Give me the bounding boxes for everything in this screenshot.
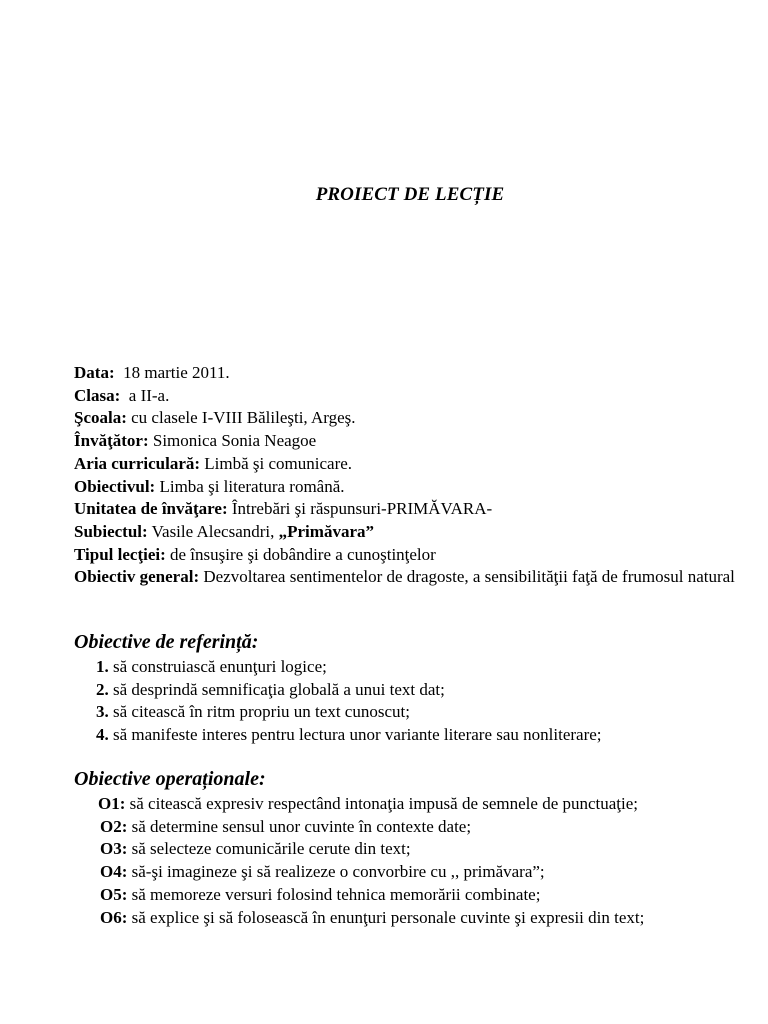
- item-number: 3.: [96, 702, 109, 722]
- info-label: Data:: [74, 363, 115, 382]
- info-label: Obiectivul:: [74, 476, 156, 496]
- item-code: O4:: [100, 862, 128, 882]
- item-code: O1:: [98, 794, 126, 813]
- info-bold-value: „Primăvara”: [278, 521, 374, 541]
- item-text: să explice şi să folosească în enunţuri personale cuvinte şi expresii din text;: [127, 907, 645, 927]
- list-item: [74, 816, 734, 839]
- info-label: Învăţător:: [74, 431, 149, 451]
- info-row-data: [74, 362, 764, 385]
- item-text: să citească în ritm propriu un text cunoscut;: [108, 702, 410, 722]
- info-value: Simonica Sonia Neagoe: [148, 431, 317, 451]
- item-text: să memoreze versuri folosind tehnica memorării combinate;: [127, 884, 541, 904]
- item-code: O3:: [100, 839, 128, 859]
- list-item: [96, 724, 756, 747]
- item-text: să desprindă semnificaţia globală a unui text dat;: [108, 679, 445, 699]
- item-text: să determine sensul unor cuvinte în contexte date;: [127, 816, 472, 836]
- info-label: Aria curriculară:: [74, 453, 201, 473]
- info-value: Limba şi literatura română.: [155, 476, 345, 496]
- info-row-tipul: [74, 544, 764, 567]
- info-value: 18 martie 2011.: [114, 363, 230, 382]
- info-row-aria: [74, 453, 764, 476]
- info-label: Tipul lecţiei:: [74, 544, 166, 564]
- info-label: Şcoala:: [74, 408, 127, 428]
- lesson-info-block: [74, 362, 764, 589]
- info-value: de însuşire şi dobândire a cunoştinţelor: [165, 544, 436, 564]
- item-text: să selecteze comunicările cerute din text;: [127, 839, 411, 859]
- list-item: [74, 861, 734, 884]
- item-text: să-şi imagineze şi să realizeze o convorbire cu ,, primăvara”;: [127, 862, 545, 882]
- item-code: O5:: [100, 884, 128, 904]
- info-value: Întrebări şi răspunsuri-PRIMĂVARA-: [227, 499, 493, 519]
- referinta-list: [96, 656, 756, 747]
- list-item: [96, 656, 756, 679]
- info-label: Clasa:: [74, 385, 121, 405]
- info-value: a II-a.: [120, 385, 170, 405]
- item-number: 4.: [96, 725, 109, 745]
- info-label: Obiectiv general:: [74, 567, 200, 587]
- item-text: să construiască enunţuri logice;: [108, 657, 327, 676]
- item-code: O2:: [100, 816, 128, 836]
- item-text: să citească expresiv respectând intonaţia impusă de semnele de punctuaţie;: [125, 794, 639, 813]
- info-value: Limbă şi comunicare.: [200, 453, 353, 473]
- list-item: [74, 907, 734, 930]
- operationale-list: [74, 793, 734, 929]
- list-item: [74, 838, 734, 861]
- info-row-invatator: [74, 430, 764, 453]
- info-row-obiectivul: [74, 476, 764, 499]
- info-value: cu clasele I-VIII Bălileşti, Argeş.: [126, 408, 356, 428]
- info-row-scoala: [74, 407, 764, 430]
- item-text: să manifeste interes pentru lectura unor variante literare sau nonliterare;: [108, 725, 602, 745]
- info-value: Vasile Alecsandri,: [147, 521, 279, 541]
- list-item: [96, 679, 756, 702]
- info-label: Subiectul:: [74, 521, 148, 541]
- info-label: Unitatea de învăţare:: [74, 499, 228, 519]
- item-number: 2.: [96, 679, 109, 699]
- list-item: [96, 701, 756, 724]
- operationale-heading: Obiective operaționale:: [74, 768, 266, 790]
- info-row-unitatea: [74, 498, 764, 521]
- item-code: O6:: [100, 907, 128, 927]
- referinta-heading: Obiective de referință:: [74, 631, 259, 653]
- info-row-clasa: [74, 385, 764, 408]
- item-number: 1.: [96, 657, 109, 676]
- info-row-subiectul: [74, 521, 764, 544]
- document-title: PROIECT DE LECȚIE: [315, 184, 505, 205]
- info-value: Dezvoltarea sentimentelor de dragoste, a sensibilităţii faţă de frumosul natural: [199, 567, 735, 587]
- list-item: [74, 884, 734, 907]
- info-row-obiectiv-general: [74, 566, 764, 589]
- list-item: [74, 793, 734, 816]
